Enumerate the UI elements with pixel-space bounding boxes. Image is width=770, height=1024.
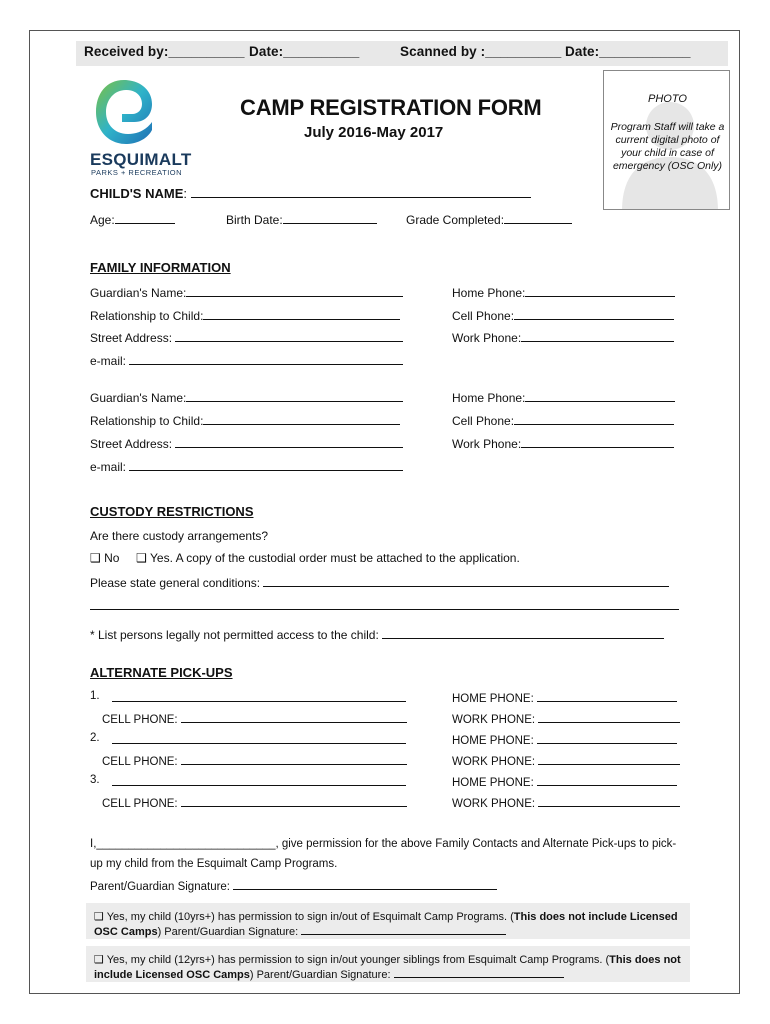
grade-row <box>406 212 572 227</box>
pickup1-home-row <box>452 690 677 705</box>
photo-note: Program Staff will take a current digital photo of your child in case of emergency (OSC Only) <box>610 121 725 172</box>
box1-tail-text: ) Parent/Guardian Signature: <box>157 926 299 938</box>
pickup2-work-input[interactable] <box>538 753 680 765</box>
guardian2-relationship-row <box>90 413 400 428</box>
work-phone-label: WORK PHONE: <box>452 798 536 810</box>
guardian1-email-row <box>90 353 403 368</box>
conditions-input-line2[interactable] <box>90 598 679 610</box>
photo-title: PHOTO <box>648 93 687 105</box>
pickup1-number: 1. <box>90 690 100 702</box>
home-phone-label: HOME PHONE: <box>452 693 534 705</box>
pickup3-cell-input[interactable] <box>181 795 407 807</box>
pickup2-home-input[interactable] <box>537 732 677 744</box>
pickup1-home-input[interactable] <box>537 690 677 702</box>
permission-signature-input[interactable] <box>233 878 497 890</box>
sibling-permission-box <box>86 946 690 982</box>
permission-line1: I,____________________________, give permission for the above Family Contacts and Alternate Pick-ups to pick- <box>90 838 677 850</box>
signature-label: Parent/Guardian Signature: <box>90 881 231 893</box>
pickup2-number: 2. <box>90 732 100 744</box>
yes-checkbox[interactable]: ❑ <box>136 551 147 565</box>
pickup1-name-input[interactable] <box>112 690 406 702</box>
guardian1-relationship-input[interactable] <box>203 308 400 320</box>
work-phone-label: Work Phone: <box>452 437 522 451</box>
received-by-field[interactable]: Received by:__________ <box>84 44 245 59</box>
pickup3-cell-row <box>102 795 407 810</box>
custody-options-row <box>90 551 520 565</box>
scanned-date-field[interactable]: Date:____________ <box>565 44 691 59</box>
home-phone-label: Home Phone: <box>452 286 526 300</box>
cell-phone-label: CELL PHONE: <box>102 714 178 726</box>
pickup3-work-row <box>452 795 680 810</box>
photo-box <box>603 70 730 210</box>
esquimalt-logo-icon <box>92 76 156 148</box>
permission-line2: up my child from the Esquimalt Camp Programs. <box>90 858 338 870</box>
sign-in-permission-box <box>86 903 690 939</box>
birth-date-input[interactable] <box>283 212 377 224</box>
guardian2-cell-phone-row <box>452 413 674 428</box>
birth-date-label: Birth Date: <box>226 213 283 227</box>
guardian2-email-row <box>90 459 403 474</box>
home-phone-label: HOME PHONE: <box>452 735 534 747</box>
guardian1-cell-phone-row <box>452 308 674 323</box>
age-row <box>90 212 175 227</box>
home-phone-label: Home Phone: <box>452 391 526 405</box>
email-label: e-mail: <box>90 460 127 474</box>
relationship-label: Relationship to Child: <box>90 414 204 428</box>
guardian-name-label: Guardian's Name: <box>90 286 187 300</box>
permission-signature-row <box>90 878 497 893</box>
restricted-persons-label: * List persons legally not permitted access to the child: <box>90 628 379 642</box>
guardian1-home-phone-row <box>452 285 675 300</box>
work-phone-label: WORK PHONE: <box>452 756 536 768</box>
pickup1-work-input[interactable] <box>538 711 680 723</box>
guardian1-street-row <box>90 330 403 345</box>
guardian2-work-phone-input[interactable] <box>521 436 674 448</box>
scanned-by-field[interactable]: Scanned by :__________ <box>400 44 562 59</box>
guardian2-street-input[interactable] <box>175 436 403 448</box>
guardian2-name-row <box>90 390 403 405</box>
pickup1-work-row <box>452 711 680 726</box>
guardian1-work-phone-row <box>452 330 674 345</box>
grade-input[interactable] <box>504 212 572 224</box>
guardian2-name-input[interactable] <box>186 390 403 402</box>
work-phone-label: Work Phone: <box>452 331 522 345</box>
cell-phone-label: CELL PHONE: <box>102 756 178 768</box>
guardian1-cell-phone-input[interactable] <box>514 308 674 320</box>
form-title: CAMP REGISTRATION FORM <box>240 95 542 120</box>
received-date-field[interactable]: Date:__________ <box>249 44 360 59</box>
box1-text: Yes, my child (10yrs+) has permission to sign in/out of Esquimalt Camp Programs. ( <box>106 911 514 923</box>
guardian1-relationship-row <box>90 308 400 323</box>
street-label: Street Address: <box>90 437 173 451</box>
guardian2-work-phone-row <box>452 436 674 451</box>
relationship-label: Relationship to Child: <box>90 309 204 323</box>
brand-name: ESQUIMALT <box>90 150 192 169</box>
box2-tail-text: ) Parent/Guardian Signature: <box>249 969 391 981</box>
box2-text: Yes, my child (12yrs+) has permission to sign in/out younger siblings from Esquimalt Camp Programs. ( <box>106 954 610 966</box>
guardian2-street-row <box>90 436 403 451</box>
box1-bold-text: This does not include Licensed OSC Camps <box>94 911 678 938</box>
pickup3-home-input[interactable] <box>537 774 677 786</box>
street-label: Street Address: <box>90 331 173 345</box>
conditions-input[interactable] <box>263 575 669 587</box>
box2-bold-text: This does not include Licensed OSC Camps <box>94 954 681 981</box>
pickup3-name-input[interactable] <box>112 774 406 786</box>
pickup1-cell-row <box>102 711 407 726</box>
guardian1-name-input[interactable] <box>186 285 403 297</box>
child-name-input[interactable] <box>191 186 531 198</box>
custody-title: CUSTODY RESTRICTIONS <box>90 504 254 519</box>
pickup1-cell-input[interactable] <box>181 711 407 723</box>
email-label: e-mail: <box>90 354 127 368</box>
no-checkbox[interactable]: ❑ <box>90 551 101 565</box>
guardian1-home-phone-input[interactable] <box>525 285 675 297</box>
brand-subtitle: PARKS + RECREATION <box>91 168 183 177</box>
cell-phone-label: CELL PHONE: <box>102 798 178 810</box>
restricted-persons-row <box>90 627 664 642</box>
box1-checkbox[interactable]: ❑ <box>94 910 104 923</box>
guardian1-street-input[interactable] <box>175 330 403 342</box>
home-phone-label: HOME PHONE: <box>452 777 534 789</box>
age-input[interactable] <box>115 212 175 224</box>
guardian1-email-input[interactable] <box>129 353 403 365</box>
age-label: Age: <box>90 213 115 227</box>
box2-signature-input[interactable] <box>394 968 564 978</box>
family-info-title: FAMILY INFORMATION <box>90 260 231 275</box>
guardian1-work-phone-input[interactable] <box>521 330 674 342</box>
form-dates: July 2016-May 2017 <box>304 124 444 141</box>
birth-date-row <box>226 212 377 227</box>
guardian2-email-input[interactable] <box>129 459 403 471</box>
pickup2-cell-input[interactable] <box>181 753 407 765</box>
pickup2-home-row <box>452 732 677 747</box>
cell-phone-label: Cell Phone: <box>452 309 515 323</box>
cell-phone-label: Cell Phone: <box>452 414 515 428</box>
pickups-title: ALTERNATE PICK-UPS <box>90 665 233 680</box>
pickup3-number: 3. <box>90 774 100 786</box>
pickup2-cell-row <box>102 753 407 768</box>
conditions-row <box>90 575 669 590</box>
pickup2-work-row <box>452 753 680 768</box>
pickup3-home-row <box>452 774 677 789</box>
guardian-name-label: Guardian's Name: <box>90 391 187 405</box>
work-phone-label: WORK PHONE: <box>452 714 536 726</box>
guardian2-cell-phone-input[interactable] <box>514 413 674 425</box>
child-name-row: CHILD'S NAME: <box>90 186 531 201</box>
restricted-persons-input[interactable] <box>382 627 664 639</box>
pickup3-work-input[interactable] <box>538 795 680 807</box>
guardian2-relationship-input[interactable] <box>203 413 400 425</box>
yes-option-label: Yes. A copy of the custodial order must be attached to the application. <box>150 551 520 565</box>
guardian1-name-row <box>90 285 403 300</box>
guardian2-home-phone-input[interactable] <box>525 390 675 402</box>
grade-label: Grade Completed: <box>406 213 505 227</box>
child-name-label: CHILD'S NAME <box>90 186 184 201</box>
box2-checkbox[interactable]: ❑ <box>94 953 104 966</box>
custody-question: Are there custody arrangements? <box>90 529 269 543</box>
no-option-label: No <box>104 551 120 565</box>
box1-signature-input[interactable] <box>301 925 506 935</box>
conditions-label: Please state general conditions: <box>90 576 261 590</box>
guardian2-home-phone-row <box>452 390 675 405</box>
pickup2-name-input[interactable] <box>112 732 406 744</box>
